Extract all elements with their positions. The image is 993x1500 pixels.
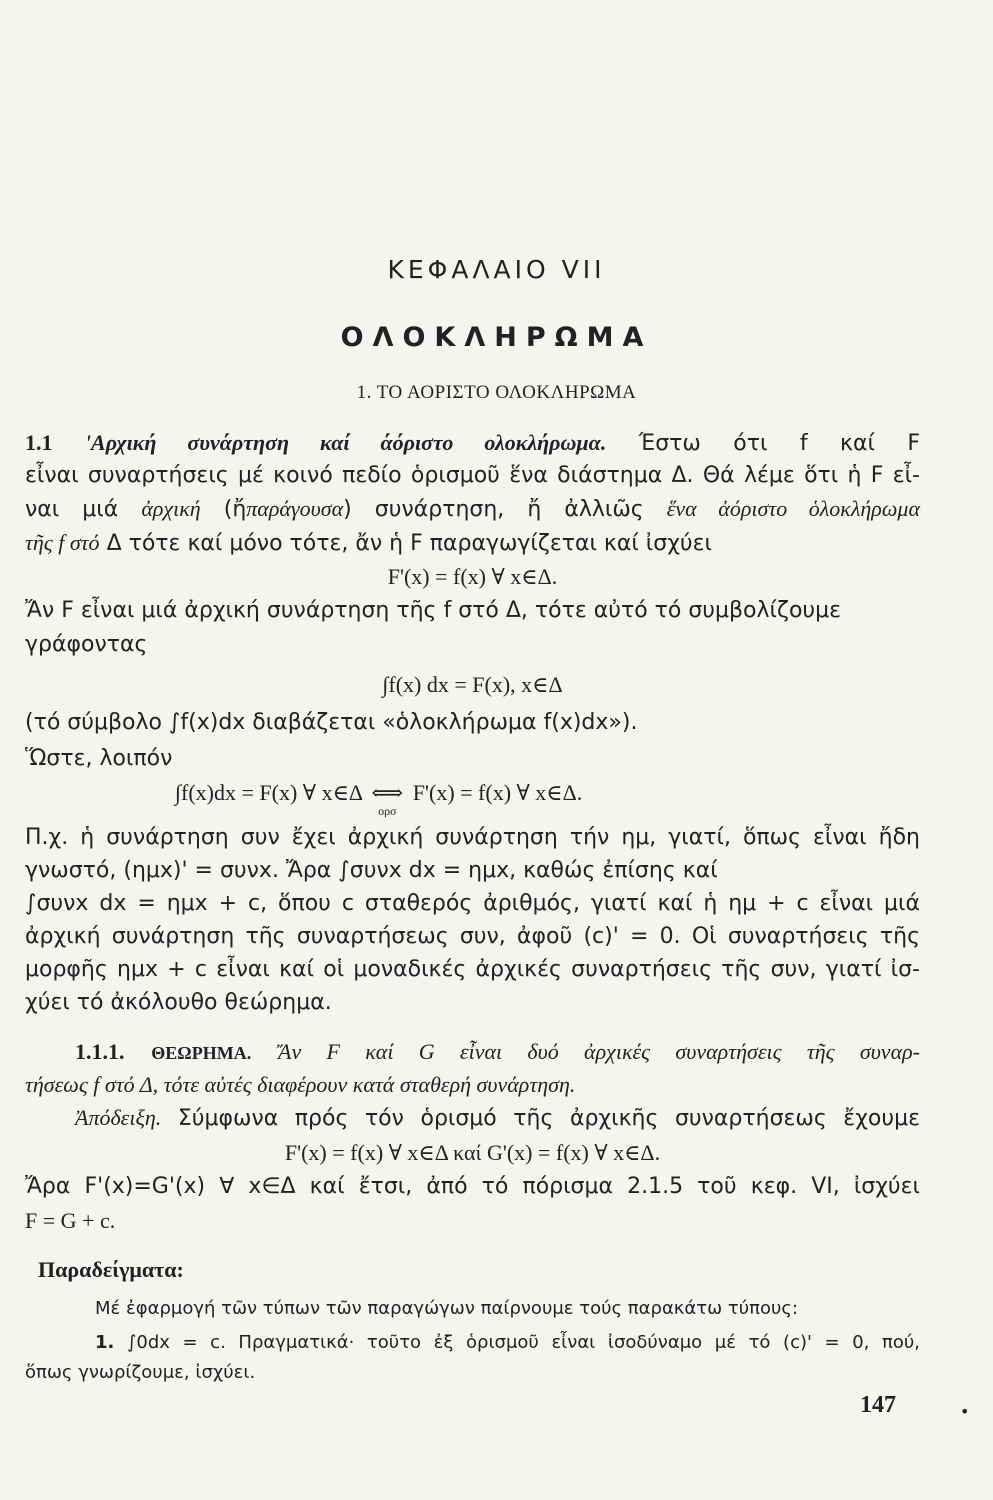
- text: ) συνάρτηση, ἤ ἀλλιῶς: [343, 497, 644, 522]
- paragraph-line: ∫συνx dx = ημx + c, ὅπου c σταθερός ἀριθμός, γιατί καί ἡ ημ + c εἶναι μιά: [25, 891, 920, 916]
- example-number: 1.: [95, 1332, 115, 1353]
- paragraph-line: Ὥστε, λοιπόν: [25, 746, 173, 771]
- paragraph-line: Π.χ. ἡ συνάρτηση συν ἔχει ἀρχική συνάρτηση τήν ημ, γιατί, ὅπως εἶναι ἤδη: [25, 825, 920, 850]
- examples-intro: Μέ ἐφαρμογή τῶν τύπων τῶν παραγώγων παίρνουμε τούς παρακάτω τύπους:: [95, 1298, 799, 1319]
- emphasis: παράγουσα: [246, 496, 344, 521]
- example-item: ὅπως γνωρίζουμε, ἰσχύει.: [25, 1362, 256, 1383]
- subsection-number: 1.1: [25, 430, 53, 455]
- theorem-line: τήσεως f στό Δ, τότε αὐτές διαφέρουν κατά σταθερή συνάρτηση.: [25, 1072, 576, 1097]
- equation: ∫f(x) dx = F(x), x∈Δ: [382, 672, 563, 697]
- text: (ἤ: [223, 497, 247, 522]
- text: Έστω ότι f καί F: [638, 431, 920, 456]
- emphasis: τῆς f στό: [25, 530, 100, 555]
- paragraph-line: Ἄν F εἶναι μιά ἀρχική συνάρτηση τῆς f στό Δ, τότε αὐτό τό συμβολίζουμε: [25, 598, 842, 623]
- paragraph-line: χύει τό ἀκόλουθο θεώρημα.: [25, 990, 332, 1015]
- equation-left: ∫f(x)dx = F(x) ∀ x∈Δ: [175, 780, 362, 805]
- equation: F'(x) = f(x) ∀ x∈Δ καί G'(x) = f(x) ∀ x∈Δ.: [284, 1140, 661, 1165]
- equivalence-arrow: ⟺ ορσ: [367, 778, 407, 808]
- subsection-heading: 'Αρχική συνάρτηση καί άόριστο ολοκλήρωμα.: [84, 430, 607, 455]
- paragraph-line: [25, 494, 920, 525]
- text: Σύμφωνα πρός τόν ὁρισμό τῆς ἀρχικῆς συναρτήσεως ἔχουμε: [177, 1106, 920, 1131]
- paragraph-line: [25, 428, 920, 459]
- paragraph-line: γράφοντας: [25, 632, 148, 657]
- paragraph-line: (τό σύμβολο ∫f(x)dx διαβάζεται «ὁλοκλήρωμα f(x)dx»).: [25, 710, 638, 735]
- example-item: [95, 1328, 920, 1358]
- equation: [175, 778, 875, 818]
- theorem-number: 1.1.1.: [75, 1039, 125, 1064]
- proof-line: F = G + c.: [25, 1208, 116, 1233]
- equation-right: F'(x) = f(x) ∀ x∈Δ.: [412, 780, 583, 805]
- paragraph-line: μορφῆς ημx + c εἶναι καί οἱ μοναδικές ἀρχικές συναρτήσεις τῆς συν, γιατί ἰσ-: [25, 957, 920, 982]
- proof-line: [75, 1103, 920, 1134]
- text: Δ τότε καί μόνο τότε, ἄν ἡ F παραγωγίζεται καί ἰσχύει: [106, 531, 712, 556]
- proof-label: Ἀπόδειξη.: [75, 1105, 162, 1130]
- equation: F'(x) = f(x) ∀ x∈Δ.: [387, 564, 558, 589]
- arrow-label: ορσ: [378, 804, 397, 818]
- proof-line: Ἄρα F'(x)=G'(x) ∀ x∈Δ καί ἔτσι, ἀπό τό πόρισμα 2.1.5 τοῦ κεφ. VI, ἰσχύει: [25, 1174, 920, 1199]
- paragraph-line: [25, 528, 920, 559]
- theorem-label: ΘΕΩΡΗΜΑ.: [151, 1043, 252, 1063]
- paragraph-line: γνωστό, (ημx)' = συνx. Ἄρα ∫συνx dx = ημx, καθώς ἐπίσης καί: [25, 858, 718, 883]
- text: ∫0dx = c. Πραγματικά· τοῦτο ἐξ ὁρισμοῦ εἶναι ἰσοδύναμο μέ τό (c)' = 0, πού,: [126, 1332, 920, 1353]
- chapter-heading: ΚΕΦΑΛΑΙΟ VII: [387, 255, 606, 284]
- section-heading: 1. ΤΟ ΑΟΡΙΣΤΟ ΟΛΟΚΛΗΡΩΜΑ: [356, 382, 637, 403]
- chapter-title: ΟΛΟΚΛΗΡΩΜΑ: [340, 322, 653, 353]
- paragraph-line: ἀρχική συνάρτηση τῆς συναρτήσεως συν, ἀφοῦ (c)' = 0. Οἱ συναρτήσεις τῆς: [25, 924, 920, 949]
- emphasis: ἕνα ἀόριστο ὁλοκλήρωμα: [666, 496, 920, 521]
- page-mark: •: [960, 1402, 970, 1421]
- examples-heading: Παραδείγματα:: [38, 1257, 184, 1282]
- emphasis: ἀρχική: [141, 496, 201, 521]
- page-number: 147: [860, 1392, 896, 1418]
- theorem-line: [75, 1037, 920, 1068]
- text: ναι μιά: [25, 497, 119, 522]
- theorem-text: Ἄν F καί G εἶναι δυό ἀρχικές συναρτήσεις τῆς συναρ-: [278, 1039, 921, 1064]
- paragraph-line: εἶναι συναρτήσεις μέ κοινό πεδίο ὁρισμοῦ ἕνα διάστημα Δ. Θά λέμε ὅτι ἡ F εἶ-: [25, 463, 920, 488]
